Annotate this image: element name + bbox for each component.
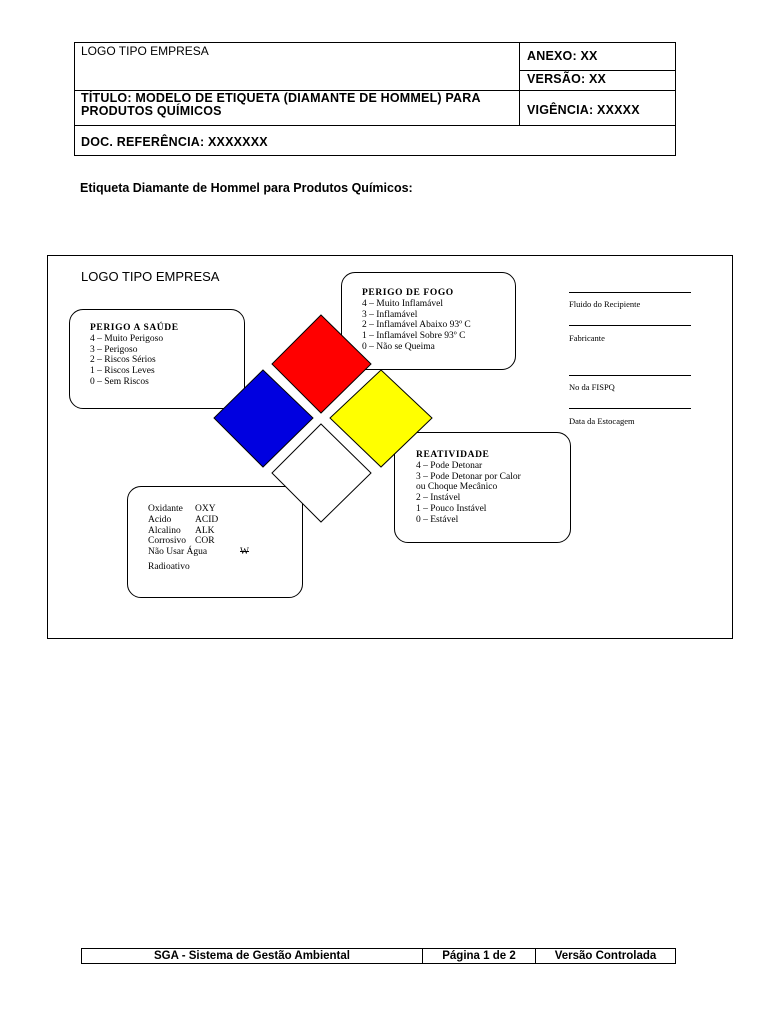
fire-line: 0 – Não se Queima xyxy=(362,341,435,352)
footer-pagina: Página 1 de 2 xyxy=(442,950,516,962)
header-anexo: ANEXO: XX xyxy=(527,49,598,63)
reactivity-line: ou Choque Mecânico xyxy=(416,482,498,493)
header-logo-placeholder: LOGO TIPO EMPRESA xyxy=(81,44,209,58)
special-row: Acido ACID xyxy=(148,514,219,525)
reactivity-line: 2 – Instável xyxy=(416,493,461,504)
reactivity-title: REATIVIDADE xyxy=(416,450,490,460)
fire-hazard-title: PERIGO DE FOGO xyxy=(362,288,454,298)
health-line: 3 – Perigoso xyxy=(90,344,138,355)
intro-text: Etiqueta Diamante de Hommel para Produtos Químicos: xyxy=(80,181,413,195)
reactivity-line: 0 – Estável xyxy=(416,514,459,525)
special-row: Oxidante OXY xyxy=(148,504,216,514)
special-row: Corrosivo COR xyxy=(148,536,215,547)
health-line: 0 – Sem Riscos xyxy=(90,376,149,387)
header-titulo: TÍTULO: MODELO DE ETIQUETA (DIAMANTE DE HOMMEL) PARA PRODUTOS QUÍMICOS xyxy=(81,91,481,118)
reactivity-line: 3 – Pode Detonar por Calor xyxy=(416,471,521,482)
special-row: Radioativo xyxy=(148,561,190,572)
fire-line: 3 – Inflamável xyxy=(362,309,418,320)
header-vigencia: VIGÊNCIA: XXXXX xyxy=(527,103,640,117)
fire-line: 1 – Inflamável Sobre 93º C xyxy=(362,331,466,342)
special-row: Alcalino ALK xyxy=(148,525,215,536)
health-hazard-title: PERIGO A SAÚDE xyxy=(90,323,179,333)
fire-line: 4 – Muito Inflamável xyxy=(362,298,443,309)
footer-versao: Versão Controlada xyxy=(554,950,657,962)
hommel-diamond xyxy=(210,312,436,525)
document-footer xyxy=(81,948,676,964)
header-doc-referencia: DOC. REFERÊNCIA: XXXXXXX xyxy=(81,135,268,149)
health-line: 4 – Muito Perigoso xyxy=(90,333,164,344)
fire-line: 2 – Inflamável Abaixo 93º C xyxy=(362,320,471,331)
special-row: Não Usar Água W xyxy=(148,547,249,558)
reactivity-line: 4 – Pode Detonar xyxy=(416,460,483,471)
footer-sistema: SGA - Sistema de Gestão Ambiental xyxy=(154,950,350,962)
header-versao: VERSÃO: XX xyxy=(527,72,607,86)
label-logo-placeholder: LOGO TIPO EMPRESA xyxy=(81,269,220,284)
field-data-estocagem: Data da Estocagem xyxy=(569,416,635,426)
reactivity-line: 1 – Pouco Instável xyxy=(416,503,487,514)
field-fabricante: Fabricante xyxy=(569,333,605,343)
health-line: 2 – Riscos Sérios xyxy=(90,355,156,366)
document-header-table xyxy=(74,42,676,156)
field-fispq: No da FISPQ xyxy=(569,382,615,392)
field-fluido: Fluido do Recipiente xyxy=(569,299,641,309)
health-line: 1 – Riscos Leves xyxy=(90,366,155,377)
